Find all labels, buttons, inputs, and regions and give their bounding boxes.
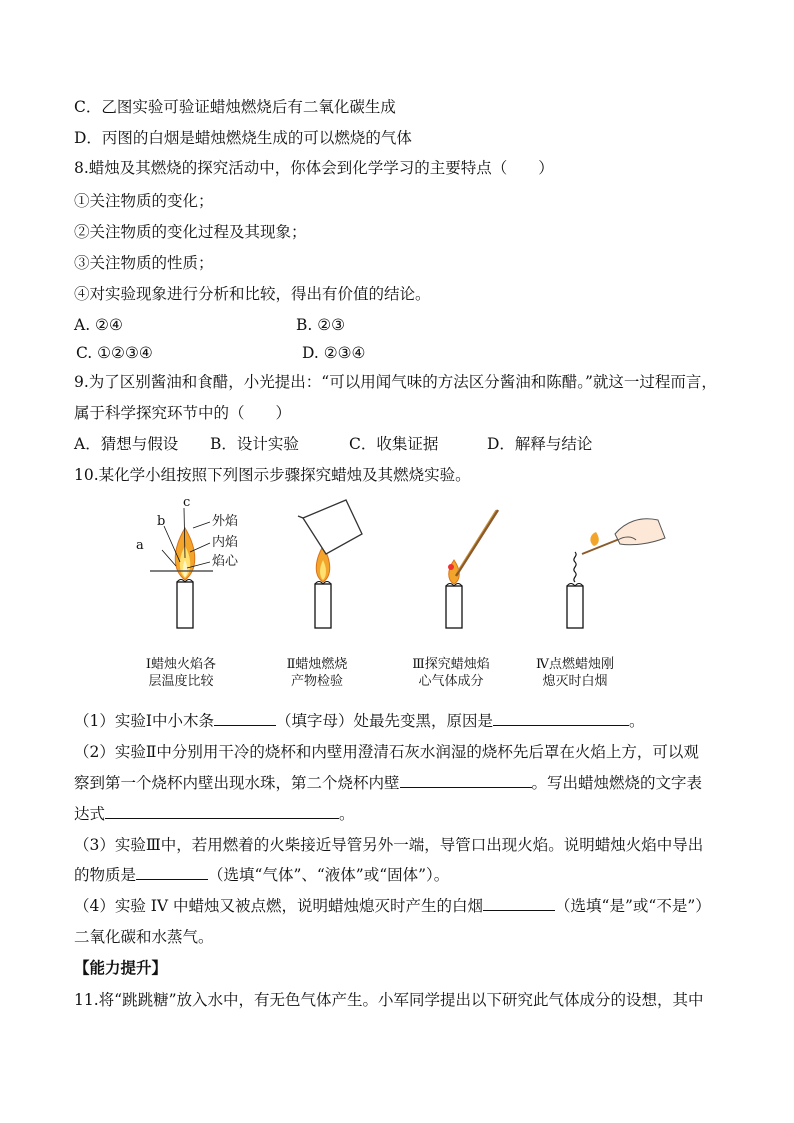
q10-2-text-d: 达式 xyxy=(74,805,106,823)
q9-option-c: C．收集证据 xyxy=(349,435,439,453)
q8-statement-2: ②关注物质的变化过程及其现象； xyxy=(74,223,307,241)
q9-stem-line1: 9.为了区别酱油和食醋，小光提出：“可以用闻气味的方法区分酱油和陈醋。”就这一过程而言， xyxy=(74,373,717,391)
caption-experiment-1 xyxy=(126,656,236,690)
q8-stem: 8.蜡烛及其燃烧的探究活动中，你体会到化学学习的主要特点（ ） xyxy=(74,159,554,177)
label-outer-flame: 外焰 xyxy=(212,514,239,529)
q10-part-1 xyxy=(74,711,645,731)
caption-4-line2: 熄灭时白烟 xyxy=(542,674,608,689)
q10-4-text-b: （选填“是”或“不是”） xyxy=(555,897,711,915)
experiment-3-glass-tube-in-flame xyxy=(446,510,498,628)
q10-3-text-c: （选填“气体”、“液体”或“固体”）。 xyxy=(208,866,450,884)
q10-part-4-line2: 二氧化碳和水蒸气。 xyxy=(74,928,214,946)
q11-stem: 11.将“跳跳糖”放入水中，有无色气体产生。小军同学提出以下研究此气体成分的设想，其中 xyxy=(74,991,704,1009)
q10-stem: 10.某化学小组按照下列图示步骤探究蜡烛及其燃烧实验。 xyxy=(74,466,471,484)
q10-2-text-c: 。写出蜡烛燃烧的文字表 xyxy=(531,774,703,792)
label-a: a xyxy=(136,538,144,553)
q8-option-c: C. ①②③④ xyxy=(76,344,153,362)
q9-option-d: D．解释与结论 xyxy=(487,435,593,453)
q8-statement-3: ③关注物质的性质； xyxy=(74,254,214,272)
q10-part-4-line1 xyxy=(74,896,711,916)
q10-1-text-a: （1）实验Ⅰ中小木条 xyxy=(74,712,214,730)
caption-1-line1: Ⅰ蜡烛火焰各 xyxy=(145,657,217,672)
q9-option-b: B．设计实验 xyxy=(210,435,299,453)
q10-1-text-b: （填字母）处最先变黑，原因是 xyxy=(276,712,494,730)
q8-statement-1: ①关注物质的变化； xyxy=(74,192,214,210)
q10-experiment-figure xyxy=(120,494,680,704)
caption-experiment-2 xyxy=(262,656,372,690)
label-c: c xyxy=(183,495,191,510)
q10-part-3-line2 xyxy=(74,865,449,885)
caption-4-line1: Ⅳ点燃蜡烛刚 xyxy=(536,657,614,672)
caption-experiment-3 xyxy=(396,656,506,690)
label-flame-core: 焰心 xyxy=(212,554,239,569)
caption-3-line1: Ⅲ探究蜡烛焰 xyxy=(412,657,490,672)
q10-1-blank-letter[interactable] xyxy=(214,711,276,726)
label-b: b xyxy=(157,514,166,529)
q7-option-c: C．乙图实验可验证蜡烛燃烧后有二氧化碳生成 xyxy=(74,98,396,116)
q8-option-d: D. ②③④ xyxy=(302,344,366,362)
q8-option-b: B. ②③ xyxy=(296,316,346,334)
q10-4-blank-yes-no[interactable] xyxy=(483,896,555,911)
q10-part-2-line3 xyxy=(74,804,355,824)
section-heading: 【能力提升】 xyxy=(74,958,168,977)
q9-stem-line2: 属于科学探究环节中的（ ） xyxy=(74,404,292,422)
q7-option-d: D．丙图的白烟是蜡烛燃烧生成的可以燃烧的气体 xyxy=(74,129,412,147)
caption-1-line2: 层温度比较 xyxy=(148,674,214,689)
experiment-2-beaker-over-flame xyxy=(298,500,362,628)
caption-experiment-4 xyxy=(520,656,630,690)
q10-part-2-line1: （2）实验Ⅱ中分别用干冷的烧杯和内壁用澄清石灰水润湿的烧杯先后罩在火焰上方，可以观 xyxy=(74,743,699,761)
q10-2-blank-phenomenon[interactable] xyxy=(400,773,532,788)
q10-1-blank-reason[interactable] xyxy=(493,711,629,726)
experiment-4-relight-white-smoke xyxy=(567,519,665,628)
caption-3-line2: 心气体成分 xyxy=(418,674,484,689)
q10-1-text-c: 。 xyxy=(629,712,645,730)
caption-2-line2: 产物检验 xyxy=(290,674,343,689)
q10-part-3-line1: （3）实验Ⅲ中，若用燃着的火柴接近导管另外一端，导管口出现火焰。说明蜡烛火焰中导出 xyxy=(74,836,704,854)
label-inner-flame: 内焰 xyxy=(212,535,239,550)
q10-3-text-b: 的物质是 xyxy=(74,866,137,884)
q10-3-blank-state[interactable] xyxy=(136,865,208,880)
q9-option-a: A．猜想与假设 xyxy=(74,435,179,453)
q8-statement-4: ④对实验现象进行分析和比较，得出有价值的结论。 xyxy=(74,285,431,303)
q8-option-a: A. ②④ xyxy=(74,316,123,334)
experiment-illustrations xyxy=(120,494,680,644)
caption-2-line1: Ⅱ蜡烛燃烧 xyxy=(286,657,348,672)
q10-2-text-b: 察到第一个烧杯内壁出现水珠，第二个烧杯内壁 xyxy=(74,774,400,792)
q10-part-2-line2 xyxy=(74,773,702,793)
q10-2-blank-expression[interactable] xyxy=(105,804,339,819)
q10-4-text-a: （4）实验 IV 中蜡烛又被点燃，说明蜡烛熄灭时产生的白烟 xyxy=(74,897,484,915)
q10-2-text-e: 。 xyxy=(339,805,355,823)
